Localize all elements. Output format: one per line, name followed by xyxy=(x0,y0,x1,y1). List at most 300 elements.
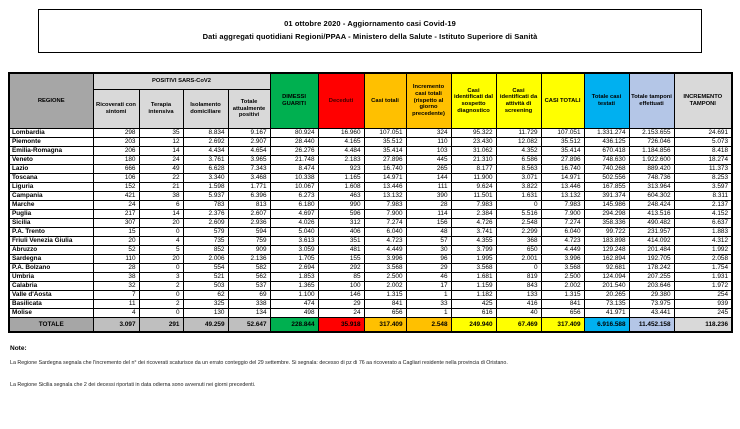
value-cell: 9.624 xyxy=(451,183,496,192)
value-cell: 106 xyxy=(93,174,139,183)
value-cell: 939 xyxy=(674,300,732,309)
totale-cell: 118.236 xyxy=(674,318,732,333)
header-sospetto-diagnostico: Casi identificati dal sospetto diagnostico xyxy=(451,73,496,129)
notes-section xyxy=(10,345,740,388)
value-cell: 3.340 xyxy=(183,174,228,183)
value-cell: 819 xyxy=(496,273,541,282)
value-cell: 4.726 xyxy=(451,219,496,228)
value-cell: 35.512 xyxy=(364,138,406,147)
value-cell: 7.900 xyxy=(541,210,584,219)
value-cell: 3.741 xyxy=(451,228,496,237)
value-cell: 6.637 xyxy=(674,219,732,228)
value-cell: 1.182 xyxy=(451,291,496,300)
value-cell: 16.740 xyxy=(541,165,584,174)
value-cell: 6.273 xyxy=(270,192,318,201)
totale-cell: 35.918 xyxy=(318,318,364,333)
value-cell: 4.449 xyxy=(364,246,406,255)
value-cell: 162.894 xyxy=(584,255,629,264)
value-cell: 463 xyxy=(318,192,364,201)
value-cell: 3.799 xyxy=(451,246,496,255)
table-row xyxy=(9,246,732,255)
header-totale-positivi: Totale attualmente positivi xyxy=(228,90,270,129)
value-cell: 4.449 xyxy=(541,246,584,255)
value-cell: 2.299 xyxy=(496,228,541,237)
value-cell: 2 xyxy=(139,300,183,309)
value-cell: 30 xyxy=(406,246,451,255)
totale-cell: 291 xyxy=(139,318,183,333)
value-cell: 3.568 xyxy=(364,264,406,273)
value-cell: 29.380 xyxy=(629,291,674,300)
value-cell: 909 xyxy=(228,246,270,255)
value-cell: 8.474 xyxy=(270,165,318,174)
value-cell: 20 xyxy=(93,237,139,246)
totale-cell: 52.647 xyxy=(228,318,270,333)
value-cell: 2.001 xyxy=(496,255,541,264)
value-cell: 17 xyxy=(406,282,451,291)
value-cell: 133 xyxy=(496,291,541,300)
value-cell: 13.446 xyxy=(364,183,406,192)
value-cell: 748.736 xyxy=(629,174,674,183)
value-cell: 5 xyxy=(139,246,183,255)
value-cell: 130 xyxy=(183,309,228,318)
value-cell: 0 xyxy=(139,309,183,318)
region-name: Emilia-Romagna xyxy=(9,147,93,156)
value-cell: 2.694 xyxy=(270,264,318,273)
note-line-2: La Regione Sicilia segnala che 2 dei decessi riportati in data odierna sono avvenuti nei giorni precedenti. xyxy=(10,382,256,388)
value-cell: 3.568 xyxy=(541,264,584,273)
region-name: Molise xyxy=(9,309,93,318)
table-row xyxy=(9,138,732,147)
table-row xyxy=(9,210,732,219)
value-cell: 358.336 xyxy=(584,219,629,228)
value-cell: 49 xyxy=(139,165,183,174)
value-cell: 167.855 xyxy=(584,183,629,192)
value-cell: 24 xyxy=(318,309,364,318)
value-cell: 11 xyxy=(93,300,139,309)
table-row xyxy=(9,156,732,165)
value-cell: 11.373 xyxy=(674,165,732,174)
value-cell: 4.152 xyxy=(674,210,732,219)
value-cell: 502.556 xyxy=(584,174,629,183)
value-cell: 7 xyxy=(93,291,139,300)
covid-data-table xyxy=(8,72,733,333)
value-cell: 114 xyxy=(406,210,451,219)
value-cell: 18.274 xyxy=(674,156,732,165)
value-cell: 107.051 xyxy=(541,129,584,138)
value-cell: 521 xyxy=(183,273,228,282)
value-cell: 3.059 xyxy=(270,246,318,255)
value-cell: 4.165 xyxy=(318,138,364,147)
value-cell: 6.628 xyxy=(183,165,228,174)
value-cell: 11.501 xyxy=(451,192,496,201)
value-cell: 1.159 xyxy=(451,282,496,291)
value-cell: 6 xyxy=(139,201,183,210)
table-header xyxy=(9,73,732,129)
value-cell: 1 xyxy=(406,309,451,318)
totale-cell: 67.469 xyxy=(496,318,541,333)
value-cell: 156 xyxy=(406,219,451,228)
value-cell: 413.516 xyxy=(629,210,674,219)
value-cell: 29 xyxy=(318,300,364,309)
value-cell: 107.051 xyxy=(364,129,406,138)
value-cell: 21.748 xyxy=(270,156,318,165)
value-cell: 0 xyxy=(139,228,183,237)
region-name: Calabria xyxy=(9,282,93,291)
table-row xyxy=(9,282,732,291)
value-cell: 20 xyxy=(139,219,183,228)
value-cell: 144 xyxy=(406,174,451,183)
value-cell: 7.343 xyxy=(228,165,270,174)
value-cell: 666 xyxy=(93,165,139,174)
value-cell: 594 xyxy=(228,228,270,237)
region-name: Friuli Venezia Giulia xyxy=(9,237,93,246)
value-cell: 2.500 xyxy=(364,273,406,282)
value-cell: 292 xyxy=(318,264,364,273)
value-cell: 4.026 xyxy=(270,219,318,228)
value-cell: 95.322 xyxy=(451,129,496,138)
value-cell: 7.983 xyxy=(451,201,496,210)
value-cell: 1.992 xyxy=(674,246,732,255)
totale-cell: 317.409 xyxy=(541,318,584,333)
value-cell: 15 xyxy=(93,228,139,237)
value-cell: 28 xyxy=(406,201,451,210)
value-cell: 656 xyxy=(364,309,406,318)
value-cell: 6.396 xyxy=(228,192,270,201)
value-cell: 2.500 xyxy=(541,273,584,282)
table-row xyxy=(9,300,732,309)
value-cell: 69 xyxy=(228,291,270,300)
value-cell: 740.268 xyxy=(584,165,629,174)
value-cell: 13.132 xyxy=(541,192,584,201)
value-cell: 231.957 xyxy=(629,228,674,237)
value-cell: 7.983 xyxy=(541,201,584,210)
value-cell: 325 xyxy=(183,300,228,309)
value-cell: 3.613 xyxy=(270,237,318,246)
table-row xyxy=(9,291,732,300)
value-cell: 2.384 xyxy=(451,210,496,219)
value-cell: 35.512 xyxy=(541,138,584,147)
value-cell: 28 xyxy=(93,264,139,273)
value-cell: 110 xyxy=(406,138,451,147)
value-cell: 201.540 xyxy=(584,282,629,291)
value-cell: 1.184.856 xyxy=(629,147,674,156)
value-cell: 498 xyxy=(270,309,318,318)
value-cell: 313.964 xyxy=(629,183,674,192)
value-cell: 5.073 xyxy=(674,138,732,147)
value-cell: 35.414 xyxy=(541,147,584,156)
totale-cell: 228.844 xyxy=(270,318,318,333)
value-cell: 13.132 xyxy=(364,192,406,201)
value-cell: 24 xyxy=(139,156,183,165)
value-cell: 841 xyxy=(364,300,406,309)
value-cell: 99.722 xyxy=(584,228,629,237)
value-cell: 0 xyxy=(139,291,183,300)
region-name: P.A. Trento xyxy=(9,228,93,237)
value-cell: 2.907 xyxy=(228,138,270,147)
value-cell: 33 xyxy=(406,300,451,309)
value-cell: 2.136 xyxy=(228,255,270,264)
value-cell: 8.311 xyxy=(674,192,732,201)
table-row xyxy=(9,264,732,273)
value-cell: 1.853 xyxy=(270,273,318,282)
value-cell: 390 xyxy=(406,192,451,201)
value-cell: 73.975 xyxy=(629,300,674,309)
header-tamponi: Totale tamponi effettuati xyxy=(629,73,674,129)
value-cell: 124.094 xyxy=(584,273,629,282)
value-cell: 22 xyxy=(139,174,183,183)
value-cell: 406 xyxy=(318,228,364,237)
header-casi-totali: Casi totali xyxy=(364,73,406,129)
value-cell: 21.310 xyxy=(451,156,496,165)
value-cell: 596 xyxy=(318,210,364,219)
value-cell: 1.315 xyxy=(364,291,406,300)
bulletin-title: 01 ottobre 2020 - Aggiornamento casi Covid-19 xyxy=(284,19,456,28)
value-cell: 5.937 xyxy=(183,192,228,201)
value-cell: 48 xyxy=(406,228,451,237)
value-cell: 10.067 xyxy=(270,183,318,192)
value-cell: 368 xyxy=(496,237,541,246)
header-screening: Casi identificati da attività di screening xyxy=(496,73,541,129)
totale-cell: 3.097 xyxy=(93,318,139,333)
value-cell: 2.006 xyxy=(183,255,228,264)
value-cell: 29 xyxy=(406,264,451,273)
value-cell: 8.177 xyxy=(451,165,496,174)
value-cell: 3.071 xyxy=(496,174,541,183)
value-cell: 670.418 xyxy=(584,147,629,156)
region-name: Abruzzo xyxy=(9,246,93,255)
value-cell: 2.002 xyxy=(541,282,584,291)
value-cell: 4.697 xyxy=(270,210,318,219)
table-row xyxy=(9,219,732,228)
value-cell: 312 xyxy=(318,219,364,228)
value-cell: 80.924 xyxy=(270,129,318,138)
value-cell: 1.100 xyxy=(270,291,318,300)
value-cell: 616 xyxy=(451,309,496,318)
value-cell: 537 xyxy=(228,282,270,291)
value-cell: 14.971 xyxy=(364,174,406,183)
region-name: Valle d'Aosta xyxy=(9,291,93,300)
value-cell: 582 xyxy=(228,264,270,273)
value-cell: 5.516 xyxy=(496,210,541,219)
table-body xyxy=(9,129,732,318)
table-row xyxy=(9,183,732,192)
region-name: Sardegna xyxy=(9,255,93,264)
value-cell: 4.312 xyxy=(674,237,732,246)
value-cell: 2.002 xyxy=(364,282,406,291)
value-cell: 843 xyxy=(496,282,541,291)
value-cell: 3.965 xyxy=(228,156,270,165)
table-row xyxy=(9,174,732,183)
value-cell: 38 xyxy=(139,192,183,201)
value-cell: 445 xyxy=(406,156,451,165)
value-cell: 254 xyxy=(674,291,732,300)
value-cell: 3.597 xyxy=(674,183,732,192)
value-cell: 2.058 xyxy=(674,255,732,264)
value-cell: 20.265 xyxy=(584,291,629,300)
header-positivi-group: POSITIVI SARS-CoV2 xyxy=(93,73,270,90)
header-isolamento: Isolamento domiciliare xyxy=(183,90,228,129)
value-cell: 7.983 xyxy=(364,201,406,210)
value-cell: 1.883 xyxy=(674,228,732,237)
note-line-1: La Regione Sardegna segnala che l'incremento del n° dei ricoverati scaturisce da un errato conteggio del 29 settembre. Si segnala: decesso di pz di 76 aa ricoverato a Cagliari residente nella provincia di Oristano. xyxy=(10,360,508,366)
value-cell: 9.167 xyxy=(228,129,270,138)
value-cell: 14 xyxy=(139,147,183,156)
value-cell: 1.315 xyxy=(541,291,584,300)
region-name: Umbria xyxy=(9,273,93,282)
value-cell: 1.931 xyxy=(674,273,732,282)
table-row xyxy=(9,201,732,210)
region-name: Toscana xyxy=(9,174,93,183)
value-cell: 26.276 xyxy=(270,147,318,156)
table-row xyxy=(9,237,732,246)
value-cell: 4.434 xyxy=(183,147,228,156)
value-cell: 14.971 xyxy=(541,174,584,183)
value-cell: 351 xyxy=(318,237,364,246)
value-cell: 2 xyxy=(139,282,183,291)
value-cell: 2.607 xyxy=(228,210,270,219)
value-cell: 145.986 xyxy=(584,201,629,210)
value-cell: 8.834 xyxy=(183,129,228,138)
value-cell: 2.376 xyxy=(183,210,228,219)
totale-cell: 6.916.588 xyxy=(584,318,629,333)
value-cell: 52 xyxy=(93,246,139,255)
table-row xyxy=(9,228,732,237)
value-cell: 40 xyxy=(496,309,541,318)
value-cell: 12 xyxy=(139,138,183,147)
header-ricoverati: Ricoverati con sintomi xyxy=(93,90,139,129)
value-cell: 201.484 xyxy=(629,246,674,255)
notes-title: Note: xyxy=(10,345,27,352)
value-cell: 35 xyxy=(139,129,183,138)
totale-cell: 317.409 xyxy=(364,318,406,333)
value-cell: 338 xyxy=(228,300,270,309)
value-cell: 100 xyxy=(318,282,364,291)
value-cell: 748.630 xyxy=(584,156,629,165)
value-cell: 298 xyxy=(93,129,139,138)
value-cell: 4.723 xyxy=(364,237,406,246)
value-cell: 35.414 xyxy=(364,147,406,156)
value-cell: 7.900 xyxy=(364,210,406,219)
value-cell: 4 xyxy=(93,309,139,318)
region-name: Marche xyxy=(9,201,93,210)
value-cell: 217 xyxy=(93,210,139,219)
value-cell: 85 xyxy=(318,273,364,282)
value-cell: 604.302 xyxy=(629,192,674,201)
value-cell: 8.253 xyxy=(674,174,732,183)
region-name: Veneto xyxy=(9,156,93,165)
value-cell: 1.365 xyxy=(270,282,318,291)
value-cell: 656 xyxy=(541,309,584,318)
header-regione: REGIONE xyxy=(9,73,93,129)
value-cell: 265 xyxy=(406,165,451,174)
value-cell: 650 xyxy=(496,246,541,255)
value-cell: 3.822 xyxy=(496,183,541,192)
value-cell: 11.900 xyxy=(451,174,496,183)
value-cell: 32 xyxy=(93,282,139,291)
value-cell: 889.420 xyxy=(629,165,674,174)
value-cell: 1.972 xyxy=(674,282,732,291)
value-cell: 813 xyxy=(228,201,270,210)
value-cell: 10.338 xyxy=(270,174,318,183)
totale-cell: 2.548 xyxy=(406,318,451,333)
value-cell: 146 xyxy=(318,291,364,300)
value-cell: 1 xyxy=(406,291,451,300)
value-cell: 554 xyxy=(183,264,228,273)
value-cell: 134 xyxy=(228,309,270,318)
value-cell: 1.922.600 xyxy=(629,156,674,165)
region-name: Lazio xyxy=(9,165,93,174)
totale-cell: 11.452.158 xyxy=(629,318,674,333)
value-cell: 248.424 xyxy=(629,201,674,210)
region-name: Basilicata xyxy=(9,300,93,309)
value-cell: 2.609 xyxy=(183,219,228,228)
value-cell: 31.062 xyxy=(451,147,496,156)
value-cell: 324 xyxy=(406,129,451,138)
totale-cell: 249.940 xyxy=(451,318,496,333)
region-name: Puglia xyxy=(9,210,93,219)
header-terapia-intensiva: Terapia intensiva xyxy=(139,90,183,129)
value-cell: 96 xyxy=(406,255,451,264)
value-cell: 2.936 xyxy=(228,219,270,228)
value-cell: 2.153.655 xyxy=(629,129,674,138)
value-cell: 183.898 xyxy=(584,237,629,246)
value-cell: 203.646 xyxy=(629,282,674,291)
value-cell: 416 xyxy=(496,300,541,309)
value-cell: 73.135 xyxy=(584,300,629,309)
totale-row xyxy=(9,318,732,333)
value-cell: 43.441 xyxy=(629,309,674,318)
value-cell: 3.568 xyxy=(451,264,496,273)
value-cell: 152 xyxy=(93,183,139,192)
value-cell: 28.440 xyxy=(270,138,318,147)
value-cell: 1.331.274 xyxy=(584,129,629,138)
value-cell: 3.996 xyxy=(541,255,584,264)
value-cell: 2.692 xyxy=(183,138,228,147)
value-cell: 4.723 xyxy=(541,237,584,246)
value-cell: 1.165 xyxy=(318,174,364,183)
value-cell: 579 xyxy=(183,228,228,237)
value-cell: 6.040 xyxy=(364,228,406,237)
value-cell: 13.446 xyxy=(541,183,584,192)
header-casi-testati: Totale casi testati xyxy=(584,73,629,129)
value-cell: 6.180 xyxy=(270,201,318,210)
value-cell: 1.598 xyxy=(183,183,228,192)
value-cell: 4.352 xyxy=(496,147,541,156)
value-cell: 92.681 xyxy=(584,264,629,273)
value-cell: 4.654 xyxy=(228,147,270,156)
value-cell: 726.046 xyxy=(629,138,674,147)
value-cell: 294.298 xyxy=(584,210,629,219)
value-cell: 4.355 xyxy=(451,237,496,246)
value-cell: 923 xyxy=(318,165,364,174)
value-cell: 735 xyxy=(183,237,228,246)
value-cell: 414.092 xyxy=(629,237,674,246)
value-cell: 57 xyxy=(406,237,451,246)
region-name: P.A. Bolzano xyxy=(9,264,93,273)
region-name: Lombardia xyxy=(9,129,93,138)
header-dimessi-guariti: DIMESSI GUARITI xyxy=(270,73,318,129)
value-cell: 562 xyxy=(228,273,270,282)
value-cell: 436.125 xyxy=(584,138,629,147)
value-cell: 192.705 xyxy=(629,255,674,264)
value-cell: 425 xyxy=(451,300,496,309)
value-cell: 206 xyxy=(93,147,139,156)
value-cell: 841 xyxy=(541,300,584,309)
value-cell: 3 xyxy=(139,273,183,282)
value-cell: 103 xyxy=(406,147,451,156)
value-cell: 14 xyxy=(139,210,183,219)
value-cell: 12.082 xyxy=(496,138,541,147)
